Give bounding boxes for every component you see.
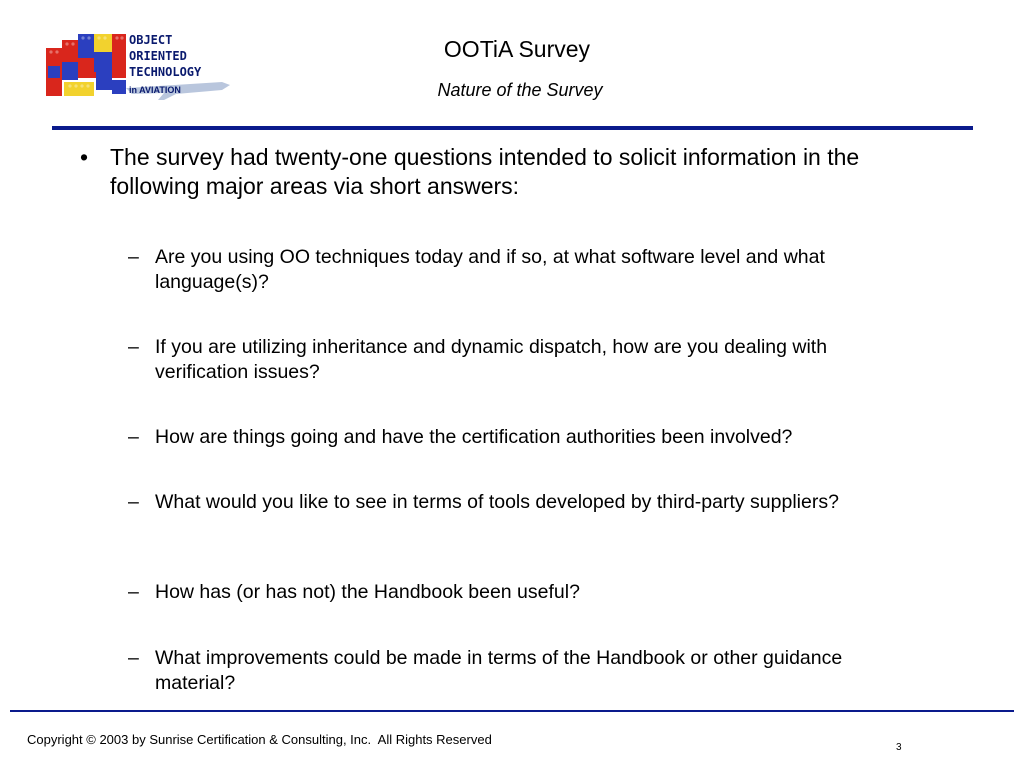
page-number: 3 [896,742,902,753]
dash-marker: – [128,246,139,268]
question-text: If you are utilizing inheritance and dynamic dispatch, how are you dealing with verification issues? [155,336,828,383]
question-text: What improvements could be made in terms of the Handbook or other guidance material? [155,647,843,694]
dash-marker: – [128,647,139,669]
slide-title: OOTiA Survey [443,36,591,62]
question-text: How has (or has not) the Handbook been useful? [155,581,580,603]
bullet-marker: • [80,144,89,170]
question-item [128,580,908,605]
header-divider [52,126,973,130]
dash-marker: – [128,336,139,358]
question-text: What would you like to see in terms of tools developed by third-party suppliers? [155,491,839,513]
question-item [128,245,908,295]
main-bullet-text: The survey had twenty-one questions intended to solicit information in the following major areas via short answers: [110,144,860,199]
question-item [128,646,908,696]
dash-marker: – [128,491,139,513]
logo-line-3: TECHNOLOGY [129,65,202,79]
logo-line-2: ORIENTED [129,49,187,63]
main-bullet [80,143,920,201]
dash-marker: – [128,581,139,603]
question-text: How are things going and have the certification authorities been involved? [155,426,793,448]
question-text: Are you using OO techniques today and if so, at what software level and what language(s)? [155,246,825,293]
logo-line-1: OBJECT [129,33,173,47]
logo-line-4: in AVIATION [129,85,181,95]
dash-marker: – [128,426,139,448]
question-item [128,425,908,450]
footer-divider [10,710,1014,712]
copyright-notice: Copyright © 2003 by Sunrise Certification & Consulting, Inc. All Rights Reserved [27,732,492,747]
question-item [128,490,908,515]
question-item [128,335,908,385]
slide-subtitle: Nature of the Survey [437,80,603,100]
